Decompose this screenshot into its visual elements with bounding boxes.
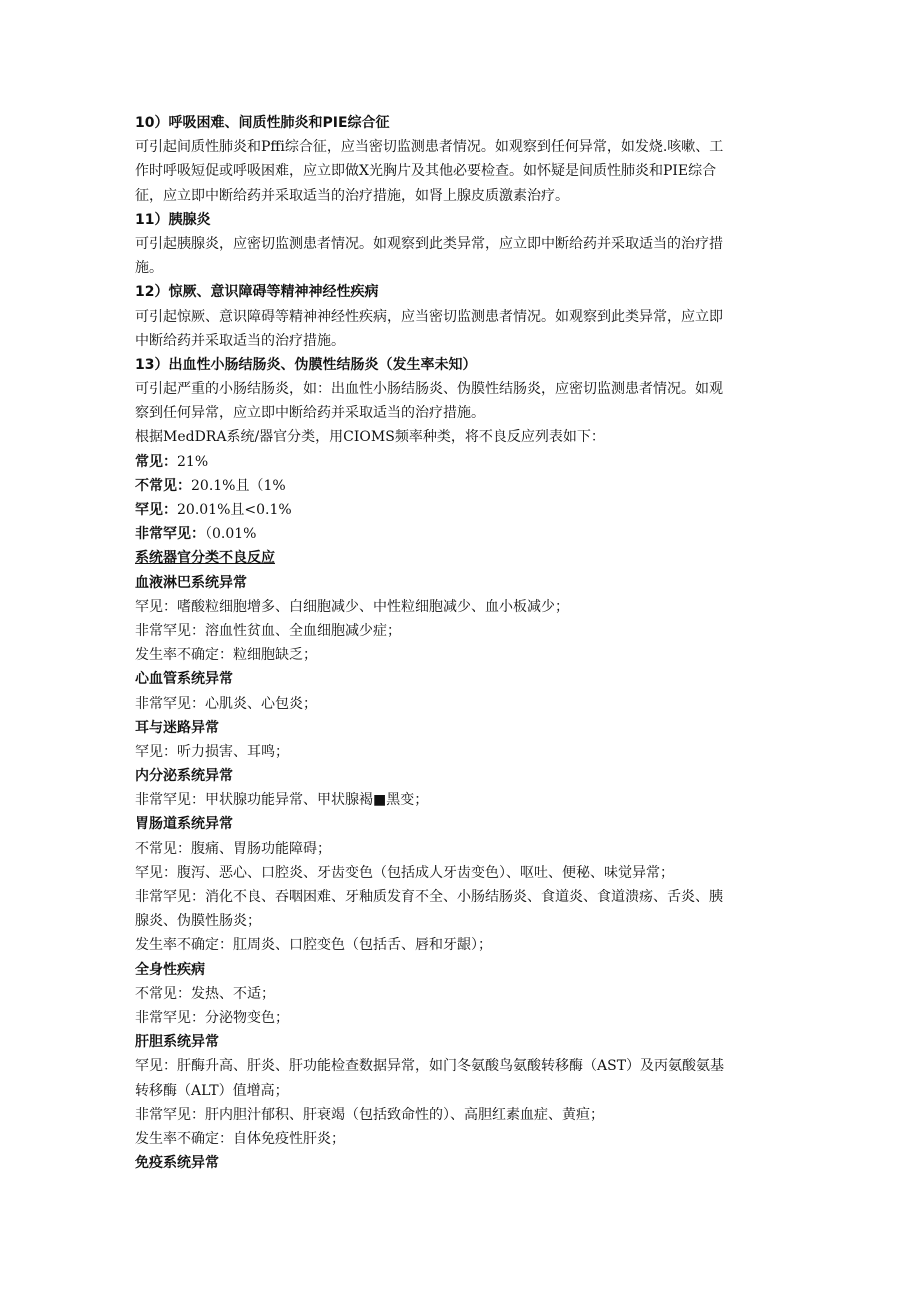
intro-line: 根据MedDRA系统/器官分类，用CIOMS频率种类，将不良反应列表如下： xyxy=(135,429,605,446)
document-page xyxy=(135,111,787,1175)
organ-heading: 肝胆系统异常 xyxy=(135,1034,219,1051)
frequency-value: 20.01%且<0.1% xyxy=(177,502,292,518)
section-heading: 11）胰腺炎 xyxy=(135,211,211,228)
organ-heading: 心血管系统异常 xyxy=(135,671,233,688)
section-heading: 13）出血性小肠结肠炎、伪膜性结肠炎（发生率未知） xyxy=(135,356,477,373)
frequency-label: 非常罕见： xyxy=(135,526,205,543)
frequency-item xyxy=(135,522,787,546)
frequency-value: 21% xyxy=(177,453,209,470)
frequency-item xyxy=(135,474,787,498)
body-line: 可引起惊厥、意识障碍等精神神经性疾病，应当密切监测患者情况。如观察到此类异常，应立即 xyxy=(135,308,723,325)
body-line: 不常见：发热、不适； xyxy=(135,985,275,1002)
body-line: 可引起间质性肺炎和Pffi综合征，应当密切监测患者情况。如观察到任何异常，如发烧.咳嗽、工 xyxy=(135,139,724,156)
body-line: 征，应立即中断给药并采取适当的治疗措施，如肾上腺皮质激素治疗。 xyxy=(135,187,569,204)
body-line: 不常见：腹痛、胃肠功能障碍； xyxy=(135,840,331,857)
frequency-value: 20.1%且（1% xyxy=(191,477,286,494)
organ-section-hepatobiliary xyxy=(135,1030,787,1151)
frequency-label: 常见： xyxy=(135,453,177,470)
body-line: 非常罕见：分泌物变色； xyxy=(135,1009,289,1026)
body-line: 腺炎、伪膜性肠炎； xyxy=(135,913,261,930)
body-line: 可引起严重的小肠结肠炎，如：出血性小肠结肠炎、伪膜性结肠炎，应密切监测患者情况。如观 xyxy=(135,381,723,398)
organ-section-endocrine xyxy=(135,764,787,812)
body-line: 罕见：嗜酸粒细胞增多、白细胞减少、中性粒细胞减少、血小板减少； xyxy=(135,598,569,615)
organ-section-general xyxy=(135,958,787,1031)
section-13 xyxy=(135,353,787,426)
body-line: 非常罕见：消化不良、吞咽困难、牙釉质发育不全、小肠结肠炎、食道炎、食道溃疡、舌炎、胰 xyxy=(135,889,723,905)
table-title: 系统器官分类不良反应 xyxy=(135,550,275,567)
body-line: 非常罕见：肝内胆汁郁积、肝衰竭（包括致命性的）、高胆红素血症、黄疸； xyxy=(135,1106,604,1123)
organ-section-ear xyxy=(135,716,787,764)
frequency-value: （0.01% xyxy=(205,526,257,543)
organ-section-cardio xyxy=(135,667,787,715)
organ-heading: 内分泌系统异常 xyxy=(135,768,233,785)
body-line: 罕见：听力损害、耳鸣； xyxy=(135,743,289,760)
frequency-item xyxy=(135,450,787,474)
organ-heading: 免疫系统异常 xyxy=(135,1155,219,1172)
body-line: 罕见：腹泻、恶心、口腔炎、牙齿变色（包括成人牙齿变色）、呕吐、便秘、味觉异常； xyxy=(135,864,674,881)
organ-section-blood xyxy=(135,571,787,668)
frequency-label: 罕见： xyxy=(135,502,177,518)
body-line: 作时呼吸短促或呼吸困难，应立即做X光胸片及其他必要检查。如怀疑是间质性肺炎和PIE综合 xyxy=(135,163,717,180)
body-line: 转移酶（ALT）值增高； xyxy=(135,1082,289,1099)
body-line: 施。 xyxy=(135,260,163,277)
frequency-label: 不常见： xyxy=(135,477,191,494)
body-line: 察到任何异常，应立即中断给药并采取适当的治疗措施。 xyxy=(135,405,485,422)
section-10 xyxy=(135,111,787,208)
body-line: 非常罕见：溶血性贫血、全血细胞减少症； xyxy=(135,622,401,639)
organ-heading: 胃肠道系统异常 xyxy=(135,816,233,833)
body-line: 非常罕见：心肌炎、心包炎； xyxy=(135,695,317,712)
section-11 xyxy=(135,208,787,281)
organ-heading: 耳与迷路异常 xyxy=(135,719,219,736)
organ-section-immune xyxy=(135,1151,787,1175)
body-line: 中断给药并采取适当的治疗措施。 xyxy=(135,332,345,349)
organ-heading: 全身性疾病 xyxy=(135,961,205,978)
body-line: 可引起胰腺炎，应密切监测患者情况。如观察到此类异常，应立即中断给药并采取适当的治疗措 xyxy=(135,235,723,252)
section-heading: 12）惊厥、意识障碍等精神神经性疾病 xyxy=(135,284,379,301)
organ-heading: 血液淋巴系统异常 xyxy=(135,574,247,591)
section-12 xyxy=(135,280,787,353)
body-line: 发生率不确定：肛周炎、口腔变色（包括舌、唇和牙龈）； xyxy=(135,937,492,954)
organ-section-gi xyxy=(135,812,787,957)
frequency-list xyxy=(135,450,787,547)
body-line: 发生率不确定：自体免疫性肝炎； xyxy=(135,1130,345,1147)
section-heading: 10）呼吸困难、间质性肺炎和PIE综合征 xyxy=(135,115,390,131)
body-line: 非常罕见：甲状腺功能异常、甲状腺褐■黑变； xyxy=(135,792,429,809)
body-line: 罕见：肝酶升高、肝炎、肝功能检查数据异常，如门冬氨酸鸟氨酸转移酶（AST）及丙氨酸氨基 xyxy=(135,1058,725,1075)
frequency-item xyxy=(135,498,787,522)
body-line: 发生率不确定：粒细胞缺乏； xyxy=(135,647,317,664)
